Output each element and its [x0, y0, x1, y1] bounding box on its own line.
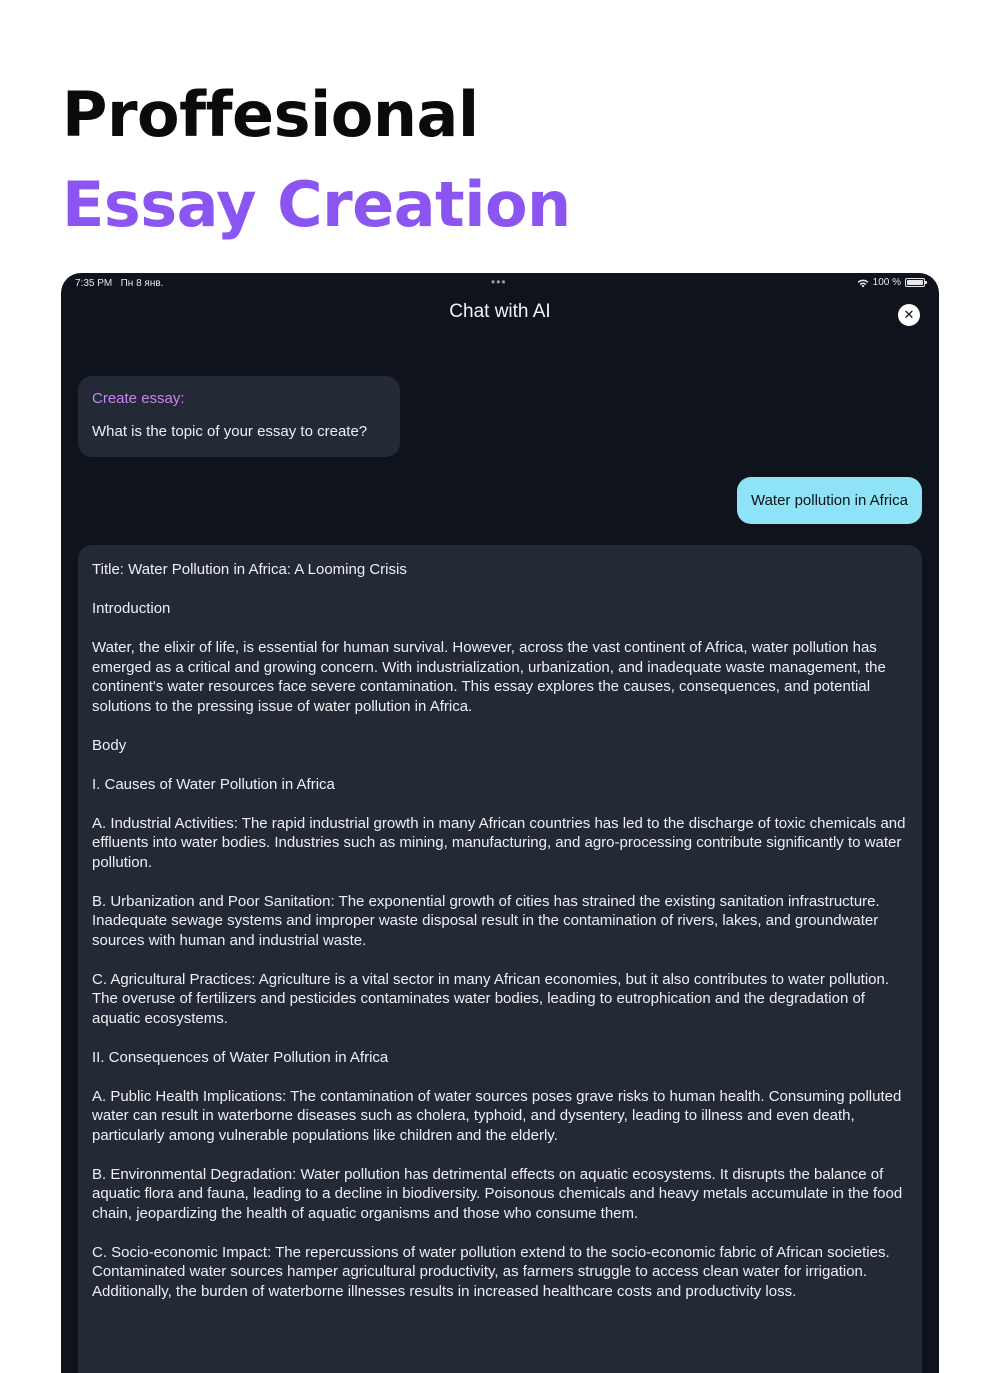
page-title: Chat with AI — [449, 301, 551, 322]
multitasking-dots-icon[interactable]: ••• — [491, 275, 507, 289]
status-indicators — [857, 277, 925, 288]
headline-line-1: Proffesional — [62, 78, 479, 151]
ai-prompt-question: What is the topic of your essay to create? — [92, 423, 368, 440]
user-message-bubble: Water pollution in Africa — [737, 477, 922, 524]
essay-heading-introduction: Introduction — [92, 600, 171, 617]
headline-line-2: Essay Creation — [62, 168, 571, 241]
essay-paragraph: A. Industrial Activities: The rapid industrial growth in many African countries has led to the discharge of toxic chemicals and effluents into water bodies. Industries such as mining, manufacturing, and agro-processing contribute significantly to water pollution. — [92, 814, 906, 871]
wifi-icon — [857, 278, 869, 288]
essay-title: Title: Water Pollution in Africa: A Looming Crisis — [92, 561, 407, 578]
ai-message-bubble — [78, 376, 400, 457]
ai-essay-bubble — [78, 545, 922, 1373]
close-button[interactable] — [898, 304, 920, 326]
battery-icon — [905, 278, 925, 287]
close-icon: ✕ — [903, 307, 915, 323]
essay-paragraph: Water, the elixir of life, is essential for human survival. However, across the vast continent of Africa, water pollution has emerged as a critical and growing concern. With industrialization, urbanization, and inadequate waste management, the continent's water resources face severe contamination. This essay explores the causes, consequences, and potential solutions to the pressing issue of water pollution in Africa. — [92, 639, 886, 715]
status-date: Пн 8 янв. — [120, 278, 164, 289]
essay-paragraph: B. Urbanization and Poor Sanitation: The exponential growth of cities has strained the existing sanitation infrastructure. Inadequate sewage systems and improper waste disposal result in the contamination of rivers, lakes, and groundwater sources with human and industrial waste. — [92, 892, 880, 949]
essay-paragraph: C. Agricultural Practices: Agriculture is a vital sector in many African economies, but it also contributes to water pollution. The overuse of fertilizers and pesticides contaminates water bodies, leading to eutrophication and the degradation of aquatic ecosystems. — [92, 970, 890, 1027]
battery-percent: 100 % — [872, 277, 901, 288]
essay-paragraph: C. Socio-economic Impact: The repercussions of water pollution extend to the socio-economic fabric of African societies. Contaminated water sources hamper agricultural productivity, as farmers struggle to access clean water for irrigation. Additionally, the burden of waterborne illnesses results in increased healthcare costs and productivity loss. — [92, 1243, 890, 1300]
status-bar — [61, 273, 939, 295]
essay-section-heading: I. Causes of Water Pollution in Africa — [92, 775, 335, 793]
essay-section-heading: II. Consequences of Water Pollution in Africa — [92, 1048, 389, 1066]
essay-paragraph: A. Public Health Implications: The contamination of water sources poses grave risks to human health. Consuming polluted water can result in waterborne diseases such as cholera, typhoid, and dysentery, leading to illness and even death, particularly among vulnerable populations like children and the elderly. — [92, 1087, 902, 1144]
status-clock: 7:35 PM — [75, 278, 113, 289]
essay-paragraph: B. Environmental Degradation: Water pollution has detrimental effects on aquatic ecosystems. It disrupts the balance of aquatic flora and fauna, leading to a decline in biodiversity. Poisonous chemicals and heavy metals accumulate in the food chain, jeopardizing the health of aquatic organisms and those who consume them. — [92, 1165, 903, 1222]
ai-prompt-label: Create essay: — [92, 390, 185, 407]
headline — [62, 70, 571, 250]
essay-heading-body: Body — [92, 736, 127, 754]
device-screen — [61, 273, 939, 1373]
status-time — [75, 278, 163, 289]
